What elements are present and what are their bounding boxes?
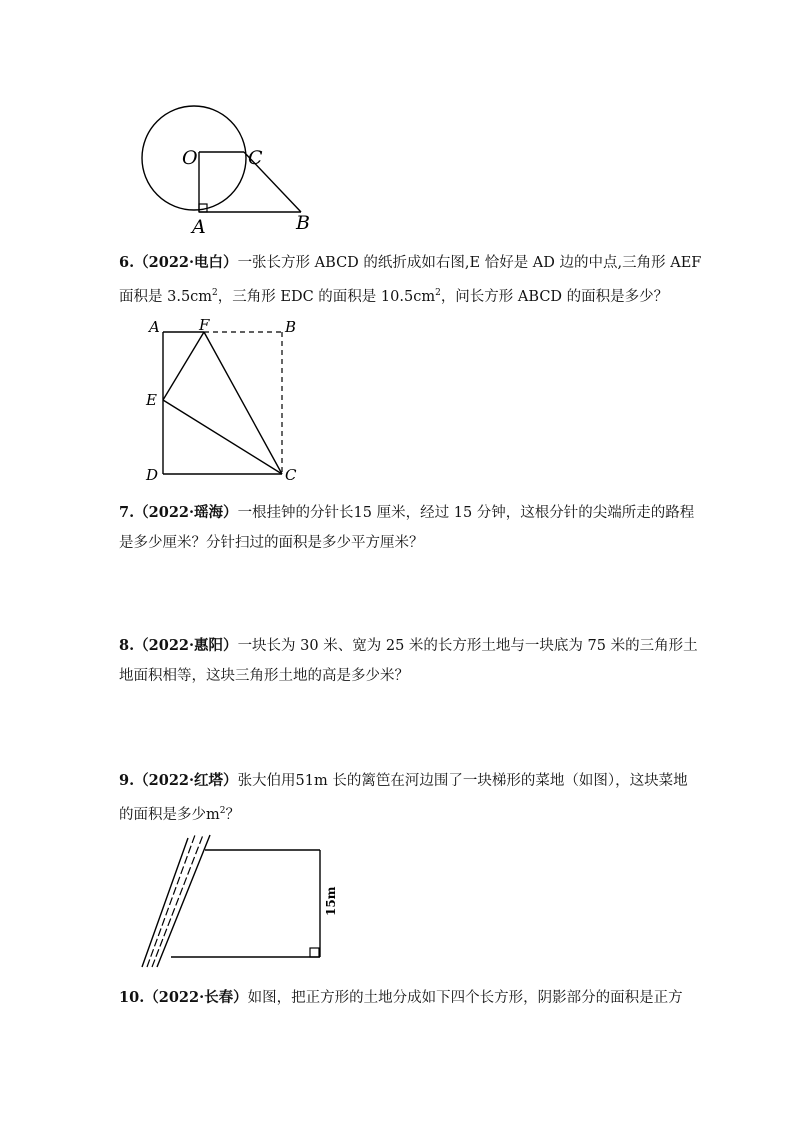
question-text-line1: 如图，把正方形的土地分成如下四个长方形，阴影部分的面积是正方 (247, 990, 683, 1006)
question-9: 9.（2022·红塔）张大伯用51m 长的篱笆在河边围了一块梯形的菜地（如图），这块菜地 的面积是多少$m^2$？ (119, 772, 688, 823)
question-number: 9 (119, 772, 130, 789)
question-text-line1: 一根挂钟的分针长15 厘米，经过 15 分钟，这根分针的尖端所走的路程 (237, 505, 695, 521)
label-E: E (146, 391, 157, 409)
question-text-line2c: ，问长方形 ABCD 的面积是多少？ (440, 288, 669, 305)
segment-FC (204, 332, 282, 474)
question-10: 10.（2022·长春）如图，把正方形的土地分成如下四个长方形，阴影部分的面积是正方 (119, 989, 683, 1006)
label-B: B (285, 318, 297, 336)
question-number: 7 (119, 504, 130, 521)
label-C: C (285, 466, 297, 484)
question-source: （2022·电白） (134, 254, 238, 271)
question-source: （2022·长春） (144, 989, 248, 1006)
question-number: 6 (119, 254, 130, 271)
label-C: C (248, 147, 263, 169)
question-text-line2: 是多少厘米？分针扫过的面积是多少平方厘米？ (119, 535, 424, 551)
label-O: O (182, 147, 198, 169)
question-number: 10 (119, 989, 140, 1006)
height-label: 15m (324, 886, 338, 916)
question-text-line1: 张大伯用51m 长的篱笆在河边围了一块梯形的菜地（如图），这块菜地 (237, 773, 688, 789)
question-text-line2a: 面积是 3.5cm (119, 288, 213, 305)
label-A: A (149, 318, 160, 336)
question-number: 8 (119, 637, 130, 654)
label-F: F (199, 316, 210, 334)
question-8: 8.（2022·惠阳）一块长为 30 米、宽为 25 米的长方形土地与一块底为 75 米的三角形土 地面积相等，这块三角形土地的高是多少米？ (119, 631, 679, 691)
question-7: 7.（2022·瑶海）一根挂钟的分针长15 厘米，经过 15 分钟，这根分针的尖端所走的路程 是多少厘米？分针扫过的面积是多少平方厘米？ (119, 498, 679, 558)
question-source: （2022·惠阳） (134, 637, 238, 654)
question-6: 6.（2022·电白）一张长方形 ABCD 的纸折成如右图,E 恰好是 AD 边的中点,三角形 AEF 面积是 $3.5cm^2$，三角形 EDC 的面积是 $10.5cm^2$，问长方形 ABCD 的面积是多少？ (119, 254, 702, 305)
superscript: 2 (212, 288, 218, 298)
label-D: D (146, 466, 159, 484)
river-bank-line (147, 835, 195, 967)
question-text-line2: 的面积是多少m (119, 806, 220, 823)
superscript: 2 (219, 806, 226, 816)
rectangle-figure (140, 312, 310, 490)
question-source: （2022·瑶海） (134, 504, 238, 521)
label-A: A (192, 216, 206, 238)
question-source: （2022·红塔） (134, 772, 238, 789)
superscript: 2 (435, 288, 441, 298)
question-text-line2b: ，三角形 EDC 的面积是 10.5cm (217, 288, 436, 305)
circle-figure (135, 100, 335, 240)
right-angle-mark (310, 948, 319, 957)
question-text-line2: 地面积相等，这块三角形土地的高是多少米？ (119, 668, 409, 684)
label-B: B (296, 212, 310, 234)
river-bank-line (152, 835, 203, 967)
segment-EF (163, 332, 204, 400)
question-text-line1: 一张长方形 ABCD 的纸折成如右图,E 恰好是 AD 边的中点,三角形 AEF (237, 255, 702, 271)
trapezoid-figure (138, 832, 338, 972)
question-text-line2-end: ？ (225, 806, 240, 823)
question-text-line1: 一块长为 30 米、宽为 25 米的长方形土地与一块底为 75 米的三角形土 (237, 638, 698, 654)
segment-EC (163, 400, 282, 474)
